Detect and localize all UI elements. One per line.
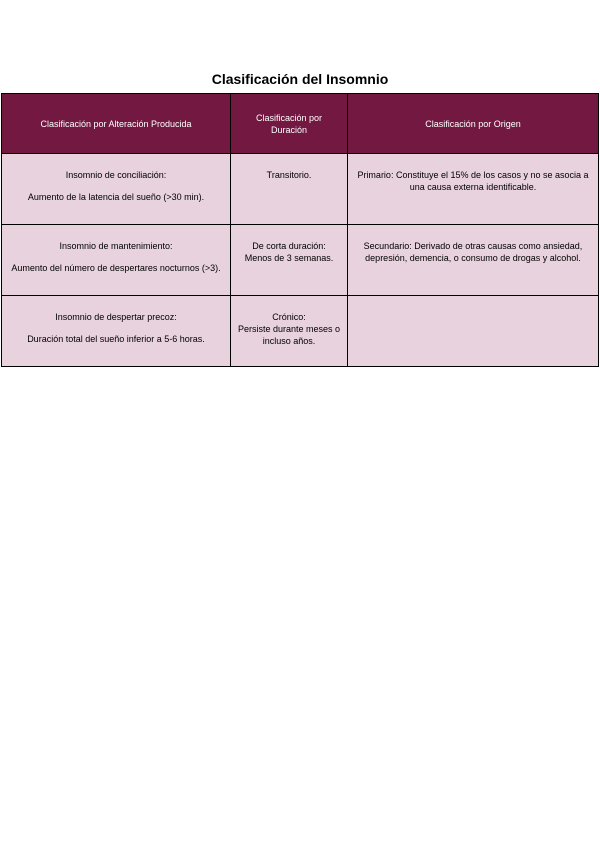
header-origen-label: Clasificación por Origen [425, 118, 521, 129]
duracion-name: Transitorio. [266, 170, 312, 180]
table-header-row [2, 94, 599, 154]
table-row [2, 296, 599, 367]
cell-alteracion [2, 296, 231, 367]
header-duracion-label: Clasificación por Duración [255, 112, 323, 135]
header-origen [348, 94, 599, 154]
cell-duracion [231, 225, 348, 296]
duracion-name: Crónico: [272, 312, 306, 322]
cell-duracion [231, 154, 348, 225]
table-row [2, 225, 599, 296]
cell-alteracion [2, 154, 231, 225]
origen-text: Primario: Constituye el 15% de los casos y no se asocia a una causa externa identificable. [357, 170, 589, 192]
origen-text: Secundario: Derivado de otras causas como ansiedad, depresión, demencia, o consumo de drogas y alcohol. [363, 241, 583, 263]
cell-origen [348, 154, 599, 225]
header-duracion [231, 94, 348, 154]
insomnia-classification-table [1, 93, 599, 367]
cell-duracion [231, 296, 348, 367]
alteracion-desc: Aumento del número de despertares nocturnos (>3). [11, 263, 221, 273]
cell-alteracion [2, 225, 231, 296]
alteracion-name: Insomnio de mantenimiento: [59, 241, 173, 251]
header-alteracion [2, 94, 231, 154]
document-title: Clasificación del Insomnio [211, 71, 389, 87]
duracion-desc: Persiste durante meses o incluso años. [237, 324, 341, 346]
cell-origen [348, 225, 599, 296]
table-row [2, 154, 599, 225]
alteracion-desc: Duración total del sueño inferior a 5-6 horas. [27, 334, 205, 344]
alteracion-desc: Aumento de la latencia del sueño (>30 min). [27, 192, 205, 202]
alteracion-name: Insomnio de conciliación: [65, 170, 167, 180]
duracion-desc: Menos de 3 semanas. [244, 253, 334, 263]
header-alteracion-label: Clasificación por Alteración Producida [40, 118, 192, 129]
duracion-name: De corta duración: [252, 241, 326, 251]
alteracion-name: Insomnio de despertar precoz: [55, 312, 177, 322]
cell-origen [348, 296, 599, 367]
